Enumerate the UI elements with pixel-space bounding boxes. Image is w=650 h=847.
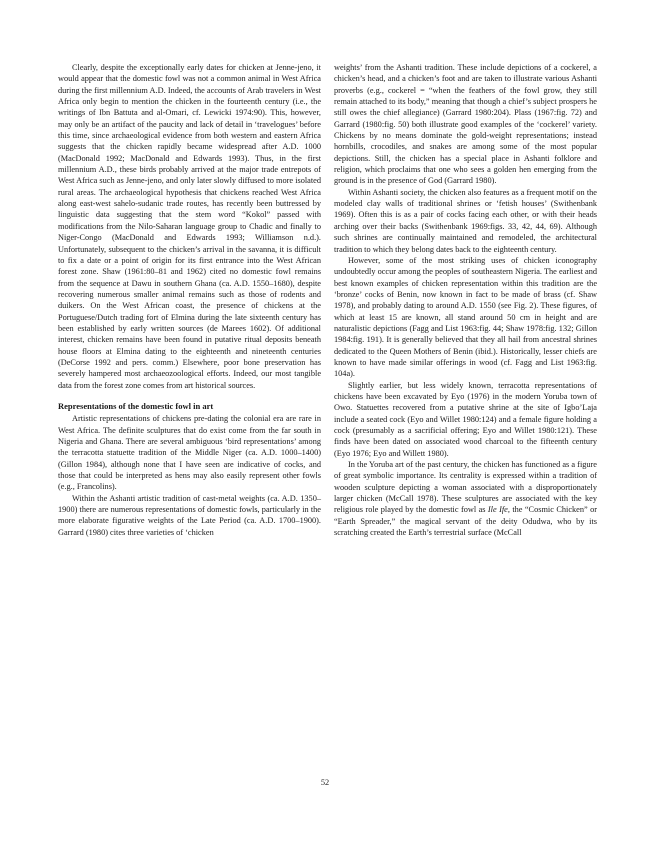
paragraph: Within Ashanti society, the chicken also features as a frequent motif on the modeled clay walls of traditional shrines or ‘fetish houses’ (Swithenbank 1969). Often this is as a pair of cocks facing each other, or with their heads arching over their backs (Swithenbank 1969:figs. 33, 42, 44, 69). Although such shrines are continually maintained and remodeled, the architectural tradition to which they belong dates back to the eighteenth century. <box>334 187 597 254</box>
section-heading: Representations of the domestic fowl in art <box>58 400 214 411</box>
paragraph <box>334 459 597 538</box>
paragraph: Clearly, despite the exceptionally early dates for chicken at Jenne-jeno, it would appear that the domestic fowl was not a common animal in West Africa during the first millennium A.D. Indeed, the accounts of Arab travelers in West Africa only begin to mention the chicken in the fourteenth century (i.e., the writings of Ibn Battuta and al-Omari, cf. Lewicki 1974:90). This, however, may only be an artifact of the paucity and lack of detail in ‘travelogues’ before this time, since archaeological evidence from both western and eastern Africa suggests that the chicken rapidly became widespread after A.D. 1000 (MacDonald 1992; MacDonald and Edwards 1993). Thus, in the first millennium A.D., these birds probably arrived at the major trade entrepots of West Africa such as Jenne-jeno, and only later slowly diffused to more isolated rural areas. The archaeological hypothesis that chickens reached West Africa along east-west sahelo-sudanic trade routes, has recently been buttressed by linguistic data suggesting that the stem word “Kokol” passed with modifications from the Nilo-Saharan language group to Chadic and finally to Niger-Congo (MacDonald and Edwards 1993; Williamson n.d.). Unfortunately, subsequent to the chicken’s arrival in the savanna, it is difficult to fix a date or a point of origin for its first entrance into the West African forest zone. Shaw (1961:80–81 and 1962) cited no domestic fowl remains from the sequence at Dawu in southern Ghana (ca. A.D. 1550–1680), despite recovering numerous smaller animal remains such as those of rodents and duikers. On the West African coast, the presence of chickens at the Portuguese/Dutch trading fort of Elmina during the late sixteenth century has been established by early written sources (de Marees 1602). Of additional interest, chicken remains have been found in putative ritual deposits beneath house floors at Elmina dating to the eighteenth and nineteenth centuries (DeCorse 1992 and pers. comm.) Elsewhere, poor bone preservation has severely hampered most archaeozoological efforts. Indeed, our most tangible data from the forest zone comes from art historical sources. <box>58 63 321 390</box>
right-column <box>334 62 597 538</box>
italic-term: Ile Ife <box>487 505 508 515</box>
page-number: 52 <box>320 778 330 787</box>
paragraph-text: , the “Cosmic Chicken” or “Earth Spreader,” the magical servant of the deity Odudwa, who by its scratching created the Earth’s terrestrial surface (McCall <box>334 505 597 538</box>
paragraph: Artistic representations of chickens pre-dating the colonial era are rare in West Africa. The definite sculptures that do exist come from the far south in Nigeria and Ghana. There are several ambiguous ‘bird representations’ among the terracotta statuette tradition of the Middle Niger (ca. A.D. 1000–1400) (Gillon 1984), although none that I have seen are indicative of cocks, and those that could be interpreted as hens may also easily represent other fowls (e.g., Francolins). <box>58 414 321 492</box>
paragraph: weights’ from the Ashanti tradition. These include depictions of a cockerel, a chicken’s head, and a chicken’s foot and are taken to illustrate various Ashanti proverbs (e.g., cockerel = “when the feathers of the fowl grow, they still remain attached to its body,” meaning that though a chief’s subject prospers he still owes the chief allegiance) (Garrard 1980:204). Plass (1967:fig. 72) and Garrard (1980:fig. 50) both illustrate good examples of the ‘cockerel’ variety. Chickens by no means dominate the gold-weight representations; instead hornbills, crocodiles, and snakes are among some of the most popular depictions. Still, the chicken has a special place in Ashanti folklore and religion, which proclaims that one who sees a golden hen emerging from the ground is in the presence of God (Garrard 1980). <box>334 63 597 186</box>
left-column <box>58 62 321 538</box>
paragraph: However, some of the most striking uses of chicken iconography undoubtedly occur among the peoples of southeastern Nigeria. The earliest and best known examples of chicken representation within this tradition are the ‘bronze’ cocks of Benin, now known in fact to be made of brass (cf. Shaw 1978), and probably dating to around A.D. 1550 (see Fig. 2). These figures, of which at least 15 are known, all stand around 50 cm in height and are naturalistic depictions (Fagg and List 1963:fig. 44; Shaw 1978:fig. 132; Gillon 1984:fig. 191). It is generally believed that they all hail from ancestral shrines dedicated to the Queen Mothers of Benin (ibid.). Historically, lesser chiefs are known to have made similar offerings in wood (cf. Fagg and List 1963:fig. 104a). <box>334 255 597 379</box>
paragraph-text: In the Yoruba art of the past century, the chicken has functioned as a figure of great symbolic importance. Its centrality is expressed within a tradition of wooden sculpture depicting a woman associated with a disproportionately larger chicken (McCall 1978). These sculptures are associated with the key religious role played by the domestic fowl as <box>334 460 597 515</box>
paragraph: Within the Ashanti artistic tradition of cast-metal weights (ca. A.D. 1350–1900) there are numerous representations of domestic fowls, particularly in the more elaborate figurative weights of the Late Period (ca. A.D. 1700–1900). Garrard (1980) cites three varieties of ‘chicken <box>58 493 321 537</box>
paragraph: Slightly earlier, but less widely known, terracotta representations of chickens have been excavated by Eyo (1976) in the modern Yoruba town of Owo. Statuettes recovered from a putative shrine at the site of Igbo’Laja include a seated cock (Eyo and Willet 1980:124) and a female figure holding a cock (presumably as a sacrificial offering; Eyo and Willet 1980:121). These finds have been dated on associated wood charcoal to the fifteenth century (Eyo 1976; Eyo and Willett 1980). <box>334 380 597 458</box>
